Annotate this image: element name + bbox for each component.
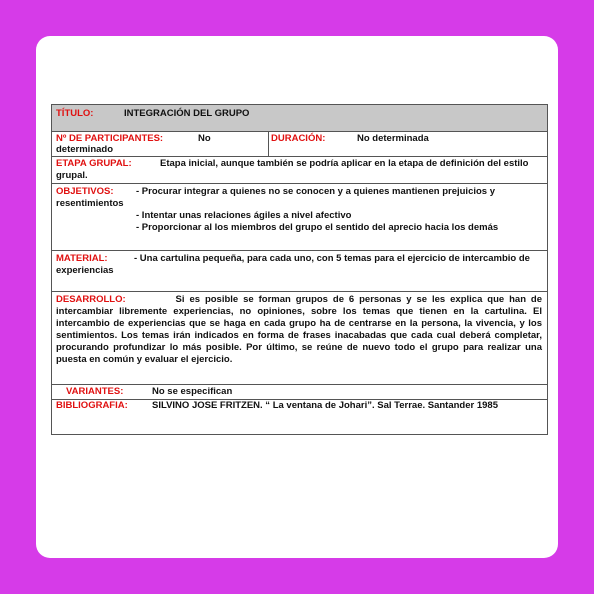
participants-label: Nº DE PARTICIPANTES:: [56, 133, 164, 144]
duration-value: No determinada: [357, 133, 429, 144]
development-label: DESARROLLO:: [56, 294, 126, 305]
material-row: [52, 250, 547, 291]
participants-value-cont: determinado: [56, 144, 114, 155]
participants-value: No: [198, 133, 211, 144]
development-row: [52, 291, 547, 384]
stage-row: [52, 156, 547, 183]
objectives-row: [52, 183, 547, 250]
stage-label: ETAPA GRUPAL:: [56, 158, 132, 169]
title-label: TÍTULO:: [56, 108, 94, 119]
variants-value: No se especifican: [152, 386, 233, 397]
variants-row: [52, 384, 547, 399]
material-text: - Una cartulina pequeña, para cada uno, con 5 temas para el ejercicio de intercambio de: [134, 253, 530, 264]
participants-duration-row: [52, 131, 547, 156]
title-value: INTEGRACIÓN DEL GRUPO: [124, 108, 250, 119]
development-paragraph: [56, 294, 542, 366]
objective-item: - Procurar integrar a quienes no se conocen y a quienes mantienen prejuicios y: [136, 186, 495, 197]
stage-text: Etapa inicial, aunque también se podría aplicar en la etapa de definición del estilo: [160, 158, 529, 169]
objective-item-cont: resentimientos: [56, 198, 124, 209]
objectives-label: OBJETIVOS:: [56, 186, 114, 197]
bibliography-value: SILVINO JOSE FRITZEN. “ La ventana de Johari”. Sal Terrae. Santander 1985: [152, 400, 498, 411]
activity-sheet-table: [51, 104, 548, 435]
objective-item: - Intentar unas relaciones ágiles a nivel afectivo: [136, 210, 352, 221]
material-label: MATERIAL:: [56, 253, 108, 264]
material-text-cont: experiencias: [56, 265, 114, 276]
development-text: Si es posible se forman grupos de 6 personas y se les explica que han de intercambiar libremente experiencias, no opiniones, sobre los temas que tienen en la cartulina. El intercambio de experiencias que se haga en cada grupo ha de centrarse en la persona, la vivencia, y los sentimientos. Los temas irán indicados en forma de frases inacabadas que cada cual deberá completar, procurando profundizar lo más posible. Por último, se reúne de nuevo todo el grupo para realizar una puesta en común y evaluar el ejercicio.: [56, 294, 543, 365]
stage-text-cont: grupal.: [56, 170, 88, 181]
bibliography-row: [52, 399, 547, 434]
duration-cell: [269, 132, 547, 156]
bibliography-label: BIBLIOGRAFIA:: [56, 400, 128, 411]
objective-item: - Proporcionar al los miembros del grupo el sentido del aprecio hacia los demás: [136, 222, 499, 233]
variants-label: VARIANTES:: [66, 386, 124, 397]
participants-cell: [52, 132, 269, 156]
duration-label: DURACIÓN:: [271, 133, 326, 144]
title-row: [52, 105, 547, 131]
